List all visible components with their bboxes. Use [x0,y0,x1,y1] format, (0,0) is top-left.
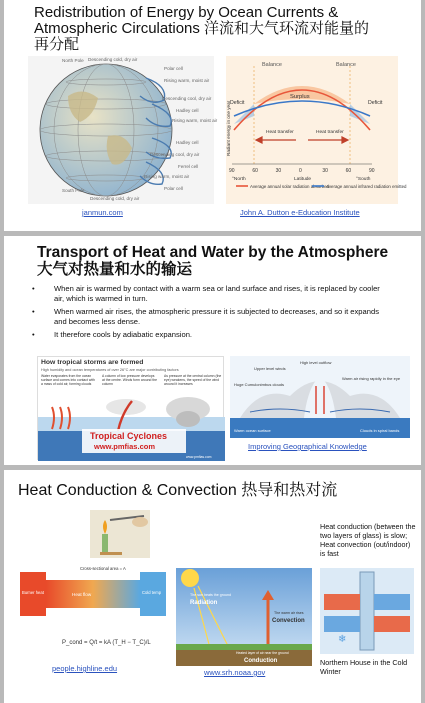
title-line: Transport of Heat and Water by the Atmosphere [37,244,389,261]
sun-icon [181,569,199,587]
conduction-formula: P_cond = Q/t = kA (T_H − T_C)/L [62,640,151,646]
convection-sub: The warm air rises [274,611,304,615]
radiation-label: Radiation [190,600,218,606]
cell-label: Rising warm, moist air [172,118,218,123]
storm-step: As pressure at the central column (the eye) weakens, the speed of the wind around it increases [164,374,222,386]
warm-air-label: Warm air rising rapidly in the eye [342,376,401,381]
conduction-label: Conduction [244,658,278,664]
storm-step: Water evaporates from the ocean surface and comes into contact with a mass of cold air, forming clouds [41,374,95,386]
x-tick-label: 30 [275,168,282,174]
x-tick-label: 90 [229,168,235,174]
x-tick-label: 0 [299,168,302,174]
atmospheric-cells-diagram [28,56,218,204]
window-caption: Heat conduction (between the two layers of glass) is slow; Heat convection (out/indoor) is fast [320,522,416,558]
slide-title [37,244,388,278]
cell-label: Ferrel cell [178,164,199,169]
balance-label: Balance [336,62,356,68]
bullet-item: • When air is warmed by contact with a warm sea or land surface and rises, it is replaced by cooler air, which is warmed in turn. [32,284,392,303]
title-line: 大气对热量和水的输运 [37,261,193,278]
cell-label: Polar cell [164,186,183,191]
cell-label: Hadley cell [176,140,199,145]
heat-transfer-label: Heat transfer [266,130,294,135]
bullet-item: • When warmed air rises, the atmospheric pressure it is subjected to decreases, and so it expands and becomes less dense. [32,307,392,326]
south-pole-label: South Pole [62,188,85,193]
cell-label: Rising warm, moist air [144,174,190,179]
cell-label: Rising warm, moist air [164,78,210,83]
burner-label: Burner heat [22,590,44,595]
storm-heading: How tropical storms are formed [41,359,144,366]
cell-label: Descending cool, dry air [162,96,212,101]
double-glazed-window-image [320,568,414,654]
snowflake-icon: ❄ [338,634,347,645]
cold-label: Cold temp [142,590,162,595]
slide-title [34,5,414,53]
tropical-storm-infographic [37,356,224,460]
spiral-bands-label: Clouds in spiral bands [360,428,400,433]
legend-absorbed: Average annual solar radiation absorbed [250,184,330,189]
x-tick-label: 60 [345,168,352,174]
storm-step: A column of low pressure develops at the centre. Winds form around the column [102,374,158,386]
conduction-sub: Heated layer of air near the ground [236,651,289,655]
title-line: Atmospheric Circulations 洋流和大气环流对能量的 [34,20,370,37]
house-caption: Northern House in the Cold Winter [320,658,408,676]
heat-transfer-label: Heat transfer [316,130,344,135]
cumulonimbus-label: Huge Cumulonimbus clouds [234,382,285,387]
warm-ocean-label: Warm ocean surface [234,428,271,433]
outflow-label: High level outflow [300,360,332,365]
x-tick-label: 60 [252,168,258,174]
cell-label: Descending cool, dry air [150,152,200,157]
x-axis-label: Latitude [294,177,312,182]
storm-banner-title: Tropical Cyclones [90,431,168,441]
slide-conduction-convection [4,470,421,703]
cell-label: Descending cold, dry air [90,196,140,201]
slide-title: Heat Conduction & Convection 热导和热对流 [18,482,338,499]
conduction-bar-diagram [18,564,168,650]
flame-icon [103,520,107,534]
chart-credit-link[interactable]: John A. Dutton e-Education Institute [240,208,360,217]
cell-label: Polar cell [164,66,183,71]
north-pole-label: North Pole [62,58,84,63]
convection-credit-link[interactable]: Improving Geographical Knowledge [248,442,367,451]
radiation-convection-conduction-image [176,568,312,666]
x-tick-label: 90 [369,168,375,174]
storm-footer: www.pmfias.com [186,455,212,459]
x-tick-label: 30 [322,168,328,174]
x-axis-north: °North [232,177,246,182]
y-axis-label: Radiant energy in one year [226,100,231,156]
globe-credit-link[interactable]: janmun.com [82,208,123,217]
storm-banner-url: www.pmfias.com [94,442,155,451]
title-line: Redistribution of Energy by Ocean Currents & [34,4,339,21]
energy-balance-chart [226,56,407,204]
deficit-label: Deficit [368,100,383,106]
title-line: 再分配 [34,36,80,53]
candle-heating-image [90,510,150,558]
upper-winds-label: Upper level winds [254,366,286,371]
hurricane-cross-section [230,356,410,438]
balance-label: Balance [262,62,282,68]
cell-label: Hadley cell [176,108,199,113]
heat-flow-label: Heat flow [72,592,92,597]
slide-heat-water-transport [4,236,421,465]
bullet-item: • It therefore cools by adiabatic expansion. [32,330,392,340]
area-label: Cross-sectional area = A [80,566,126,571]
slide-energy-redistribution [4,0,421,231]
cell-label: Descending cold, dry air [88,57,138,62]
radiation-sub: The sun heats the ground [190,593,231,597]
x-axis-south: °South [356,177,371,182]
legend-emitted: Average annual infrared radiation emitted [326,184,407,189]
bar-credit-link[interactable]: people.highline.edu [52,664,118,673]
bullet-list [32,284,392,344]
emitted-curve [234,101,370,116]
storm-subheading: High humidity and ocean temperatures of over 26°C are major contributing factors [41,368,179,372]
surplus-label: Surplus [290,94,310,100]
sky-credit-link[interactable]: www.srh.noaa.gov [204,668,266,677]
convection-label: Convection [272,618,305,624]
deficit-label: Deficit [230,100,245,106]
